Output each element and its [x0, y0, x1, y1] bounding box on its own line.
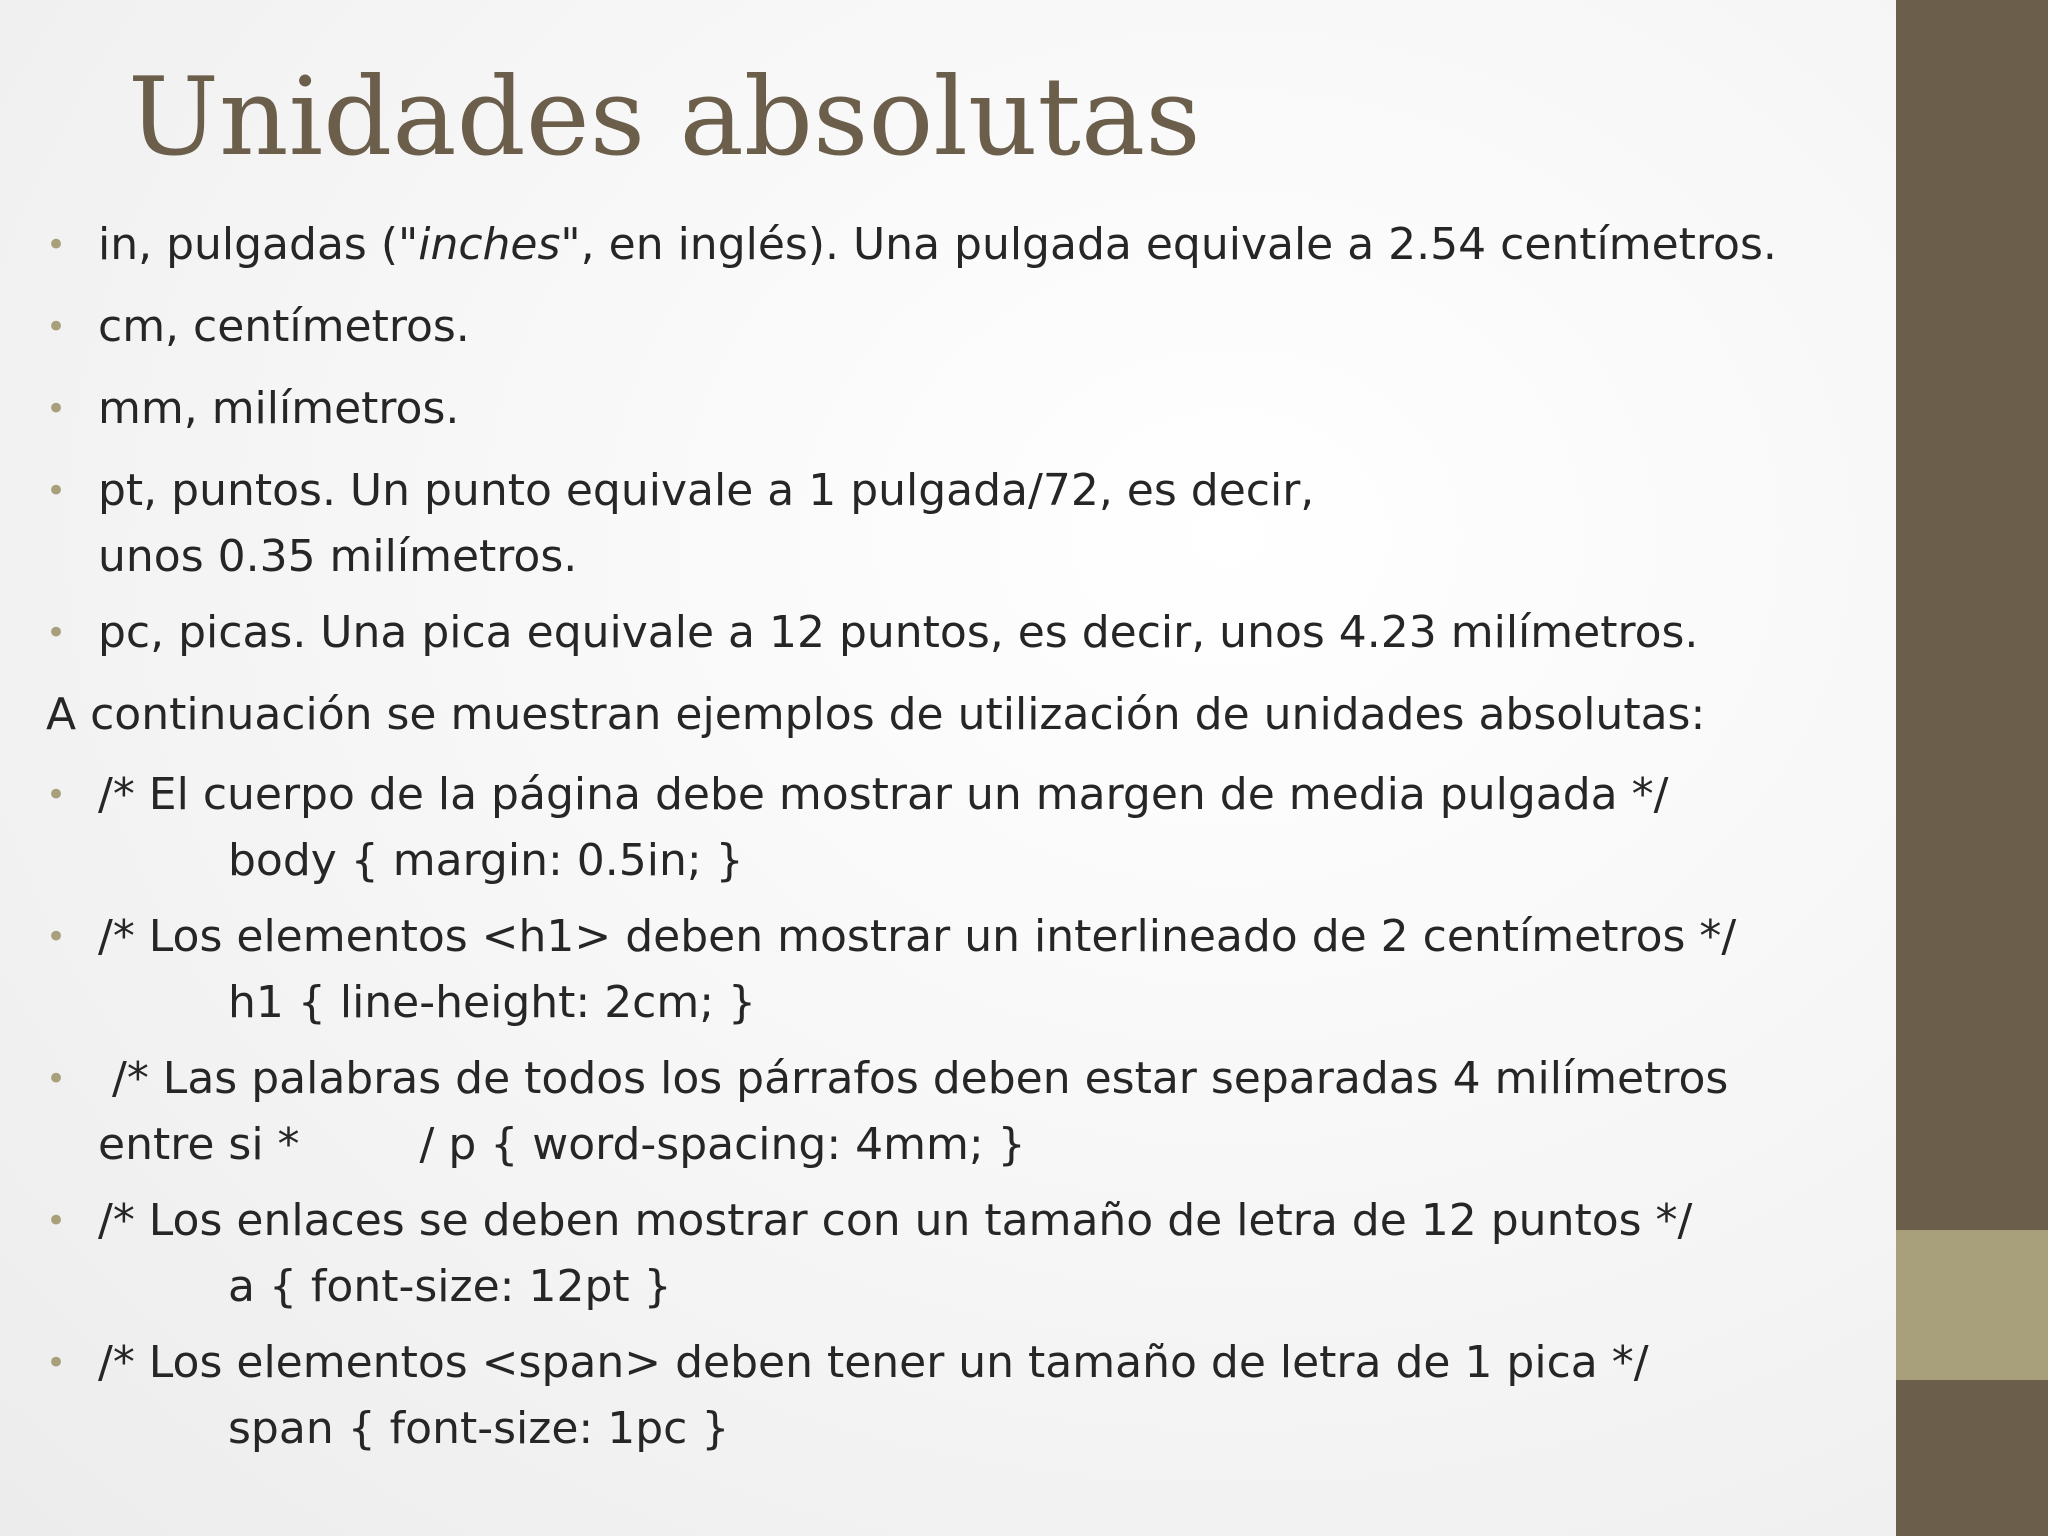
bullet-item-in [46, 212, 1876, 278]
example-code: h1 { line-height: 2cm; } [228, 977, 757, 1028]
bullet-text-pt-line2: unos 0.35 milímetros. [98, 531, 578, 582]
bullet-icon: • [46, 471, 67, 511]
bullet-icon: • [46, 1343, 67, 1383]
bullet-item-cm [46, 294, 1876, 360]
slide-title: Unidades absolutas [128, 55, 1201, 180]
sidebar-accent-block [1896, 1230, 2048, 1380]
bullet-icon: • [46, 775, 67, 815]
example-comment: /* Los elementos <span> deben tener un tamaño de letra de 1 pica */ [98, 1337, 1649, 1388]
example-item-a [46, 1188, 1876, 1320]
bullet-text-pt-line1: pt, puntos. Un punto equivale a 1 pulgada/72, es decir, [98, 465, 1315, 516]
example-item-h1 [46, 904, 1876, 1036]
example-comment-line [98, 1046, 1876, 1112]
bullet-icon: • [46, 1201, 67, 1241]
example-comment: /* Los elementos <h1> deben mostrar un interlineado de 2 centímetros */ [98, 911, 1737, 962]
example-code: a { font-size: 12pt } [228, 1261, 672, 1312]
bullet-text-pc: pc, picas. Una pica equivale a 12 puntos, es decir, unos 4.23 milímetros. [98, 607, 1699, 658]
intro-paragraph: A continuación se muestran ejemplos de utilización de unidades absolutas: [46, 689, 1706, 740]
bullet-icon: • [46, 307, 67, 347]
bullet-item-pt [46, 458, 1876, 590]
bullet-icon: • [46, 389, 67, 429]
example-code: / p { word-spacing: 4mm; } [419, 1119, 1026, 1170]
example-item-span [46, 1330, 1876, 1462]
example-comment: /* El cuerpo de la página debe mostrar un margen de media pulgada */ [98, 769, 1669, 820]
example-item-body [46, 762, 1876, 894]
example-code-line [98, 1112, 1876, 1178]
bullet-item-mm [46, 376, 1876, 442]
bullet-text-mm: mm, milímetros. [98, 383, 460, 434]
bullet-text-in-italic: inches [418, 219, 561, 270]
bullet-icon: • [46, 225, 67, 265]
right-sidebar-bar [1896, 0, 2048, 1536]
bullet-icon: • [46, 917, 67, 957]
example-code: span { font-size: 1pc } [228, 1403, 730, 1454]
bullet-icon: • [46, 1059, 67, 1099]
bullet-text-cm: cm, centímetros. [98, 301, 470, 352]
bullet-item-pc [46, 600, 1876, 666]
example-item-p [46, 1046, 1876, 1178]
slide-content [46, 212, 1876, 1472]
bullet-icon: • [46, 613, 67, 653]
bullet-text-in-suffix: ", en inglés). Una pulgada equivale a 2.54 centímetros. [560, 219, 1777, 270]
example-code: body { margin: 0.5in; } [228, 835, 744, 886]
bullet-text-in-prefix: in, pulgadas (" [98, 219, 419, 270]
example-comment: /* Los enlaces se deben mostrar con un tamaño de letra de 12 puntos */ [98, 1195, 1693, 1246]
example-code-prefix: entre si * [98, 1119, 300, 1170]
example-comment: /* Las palabras de todos los párrafos deben estar separadas 4 milímetros [112, 1053, 1729, 1104]
